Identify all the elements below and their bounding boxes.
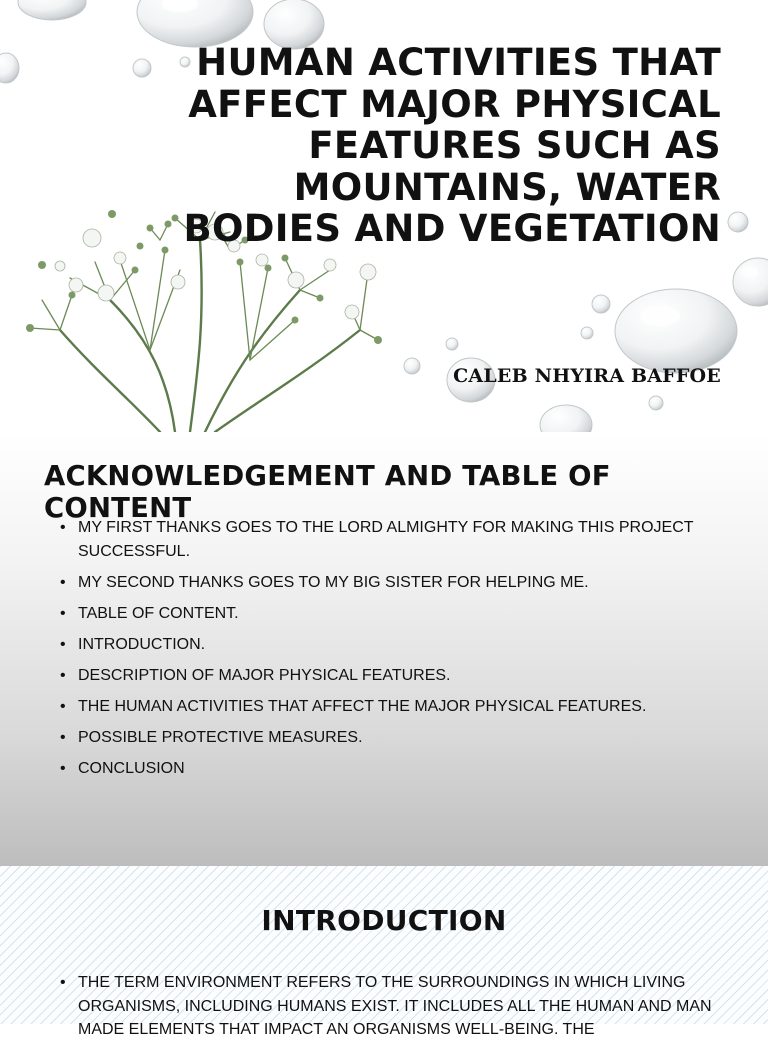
bullet-icon: • [60, 697, 66, 715]
acknowledgement-slide [0, 432, 768, 866]
author-name: CALEB NHYIRA BAFFOE [453, 365, 721, 387]
list-item: • CONCLUSION [58, 757, 718, 781]
slide-title: INTRODUCTION [261, 904, 507, 937]
bullet-list [58, 516, 718, 788]
list-item: • INTRODUCTION. [58, 633, 718, 657]
title-slide [0, 0, 768, 432]
bullet-icon: • [60, 519, 66, 536]
bullet-icon: • [60, 635, 66, 653]
bullet-icon: • [60, 604, 66, 622]
bullet-icon: • [60, 666, 66, 684]
list-item: • TABLE OF CONTENT. [58, 602, 718, 626]
list-item: • THE TERM ENVIRONMENT REFERS TO THE SURROUNDINGS IN WHICH LIVING ORGANISMS, INCLUDING HUMANS EXIST. IT INCLUDES ALL THE HUMAN AND MAN MADE ELEMENTS THAT IMPACT AN ORGANISMS WELL-BEING. THE [58, 971, 718, 1042]
list-item: • MY SECOND THANKS GOES TO MY BIG SISTER FOR HELPING ME. [58, 571, 718, 595]
bullet-icon: • [60, 573, 66, 591]
bullet-icon: • [60, 728, 66, 746]
bullet-icon: • [60, 974, 66, 991]
introduction-slide [0, 866, 768, 1038]
list-item: • MY FIRST THANKS GOES TO THE LORD ALMIGHTY FOR MAKING THIS PROJECT SUCCESSFUL. [58, 516, 718, 563]
bullet-list [58, 971, 718, 1042]
list-item: • POSSIBLE PROTECTIVE MEASURES. [58, 726, 718, 750]
list-item: • DESCRIPTION OF MAJOR PHYSICAL FEATURES. [58, 664, 718, 688]
bullet-icon: • [60, 759, 66, 777]
presentation-title: HUMAN ACTIVITIES THAT AFFECT MAJOR PHYSICAL FEATURES SUCH AS MOUNTAINS, WATER BODIES AND VEGETATION [183, 41, 721, 250]
slide-title: ACKNOWLEDGEMENT AND TABLE OF CONTENT [44, 460, 611, 524]
list-item: • THE HUMAN ACTIVITIES THAT AFFECT THE MAJOR PHYSICAL FEATURES. [58, 695, 718, 719]
